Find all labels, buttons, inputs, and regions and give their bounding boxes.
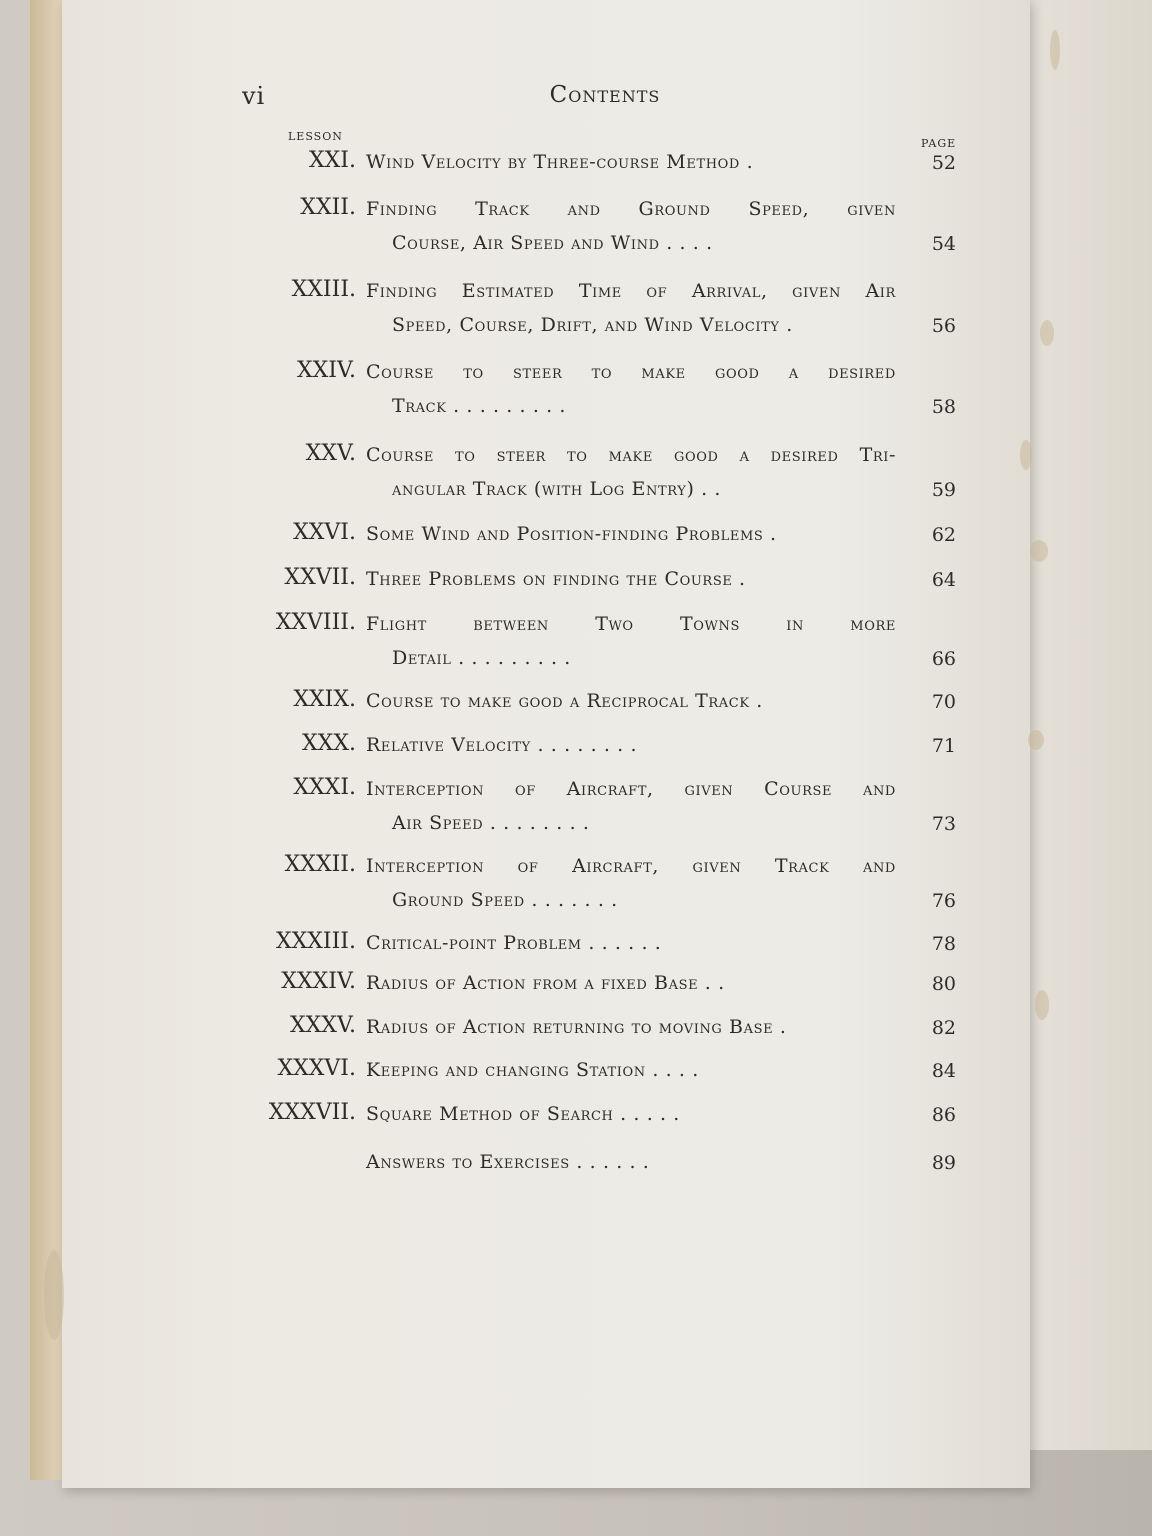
foxing-stain [1040, 320, 1054, 346]
lesson-title-line: Interception of Aircraft, given Track and [366, 855, 896, 877]
page-reference: 59 [931, 479, 956, 501]
lesson-title-line: Finding Estimated Time of Arrival, given Air [366, 280, 896, 302]
lesson-title-line: Keeping and changing Station . . . . [366, 1059, 699, 1081]
page-reference: 86 [931, 1104, 956, 1126]
column-header-page: PAGE [921, 137, 957, 150]
page-reference: 58 [931, 396, 956, 418]
page-reference: 64 [931, 569, 956, 591]
lesson-numeral: XXIII. [291, 277, 356, 302]
lesson-title-line: Radius of Action returning to moving Base . [366, 1016, 787, 1038]
page-reference: 84 [931, 1060, 956, 1082]
lesson-title-line: Course, Air Speed and Wind . . . . [392, 232, 713, 254]
page-reference: 76 [931, 890, 956, 912]
page-reference: 89 [931, 1152, 956, 1174]
foxing-stain [1035, 990, 1049, 1020]
foxing-stain [1028, 730, 1044, 750]
lesson-numeral: XXXV. [289, 1013, 356, 1038]
page-reference: 52 [931, 152, 956, 174]
lesson-numeral: XXXIV. [281, 969, 356, 994]
lesson-title-line: Course to steer to make good a desired Tri- [366, 444, 896, 466]
page-reference: 82 [931, 1017, 956, 1039]
lesson-title-line: Finding Track and Ground Speed, given [366, 198, 896, 220]
lesson-numeral: XXVII. [284, 565, 356, 590]
lesson-numeral: XXVI. [293, 520, 356, 545]
lesson-title-line: Critical-point Problem . . . . . . [366, 932, 662, 954]
lesson-title-line: Speed, Course, Drift, and Wind Velocity . [392, 314, 793, 336]
lesson-title-line: angular Track (with Log Entry) . . [392, 478, 722, 500]
page-reference: 80 [931, 973, 956, 995]
lesson-title-line: Air Speed . . . . . . . . [392, 812, 590, 834]
lesson-title-line: Three Problems on finding the Course . [366, 568, 746, 590]
foxing-stain [1050, 30, 1060, 70]
page-reference: 62 [931, 524, 956, 546]
lesson-title-line: Interception of Aircraft, given Course and [366, 778, 896, 800]
lesson-numeral: XXXVI. [277, 1056, 356, 1081]
foxing-stain [44, 1250, 64, 1340]
page-reference: 54 [931, 233, 956, 255]
lesson-title-line: Course to make good a Reciprocal Track . [366, 690, 763, 712]
lesson-title-line: Course to steer to make good a desired [366, 361, 896, 383]
lesson-title-line: Wind Velocity by Three-course Method . [366, 151, 754, 173]
facing-page-edge [1018, 0, 1152, 1450]
lesson-title-line: Answers to Exercises . . . . . . [366, 1151, 650, 1173]
foxing-stain [1030, 540, 1048, 562]
page-reference: 71 [931, 735, 956, 757]
lesson-numeral: XXX. [302, 731, 356, 756]
page-reference: 56 [931, 315, 956, 337]
page-reference: 78 [931, 933, 956, 955]
lesson-numeral: XXIX. [293, 687, 356, 712]
page-reference: 73 [931, 813, 956, 835]
lesson-numeral: XXXIII. [275, 929, 356, 954]
page-number: vi [242, 82, 266, 110]
lesson-title-line: Track . . . . . . . . . [392, 395, 567, 417]
page-reference: 66 [931, 648, 956, 670]
lesson-title-line: Detail . . . . . . . . . [392, 647, 571, 669]
lesson-title-line: Radius of Action from a fixed Base . . [366, 972, 725, 994]
lesson-numeral: XXXI. [293, 775, 356, 800]
lesson-title-line: Relative Velocity . . . . . . . . [366, 734, 638, 756]
lesson-title-line: Ground Speed . . . . . . . [392, 889, 618, 911]
page-reference: 70 [931, 691, 956, 713]
lesson-numeral: XXXVII. [268, 1100, 356, 1125]
page-title: Contents [549, 82, 661, 108]
lesson-numeral: XXIV. [296, 358, 356, 383]
lesson-title-line: Flight between Two Towns in more [366, 613, 896, 635]
column-header-lesson: LESSON [288, 130, 343, 143]
lesson-numeral: XXXII. [284, 852, 356, 877]
lesson-title-line: Some Wind and Position-finding Problems . [366, 523, 777, 545]
lesson-numeral: XXII. [300, 195, 356, 220]
lesson-title-line: Square Method of Search . . . . . [366, 1103, 680, 1125]
lesson-numeral: XXV. [305, 441, 356, 466]
lesson-numeral: XXI. [308, 148, 356, 173]
lesson-numeral: XXVIII. [275, 610, 356, 635]
foxing-stain [1020, 440, 1032, 470]
